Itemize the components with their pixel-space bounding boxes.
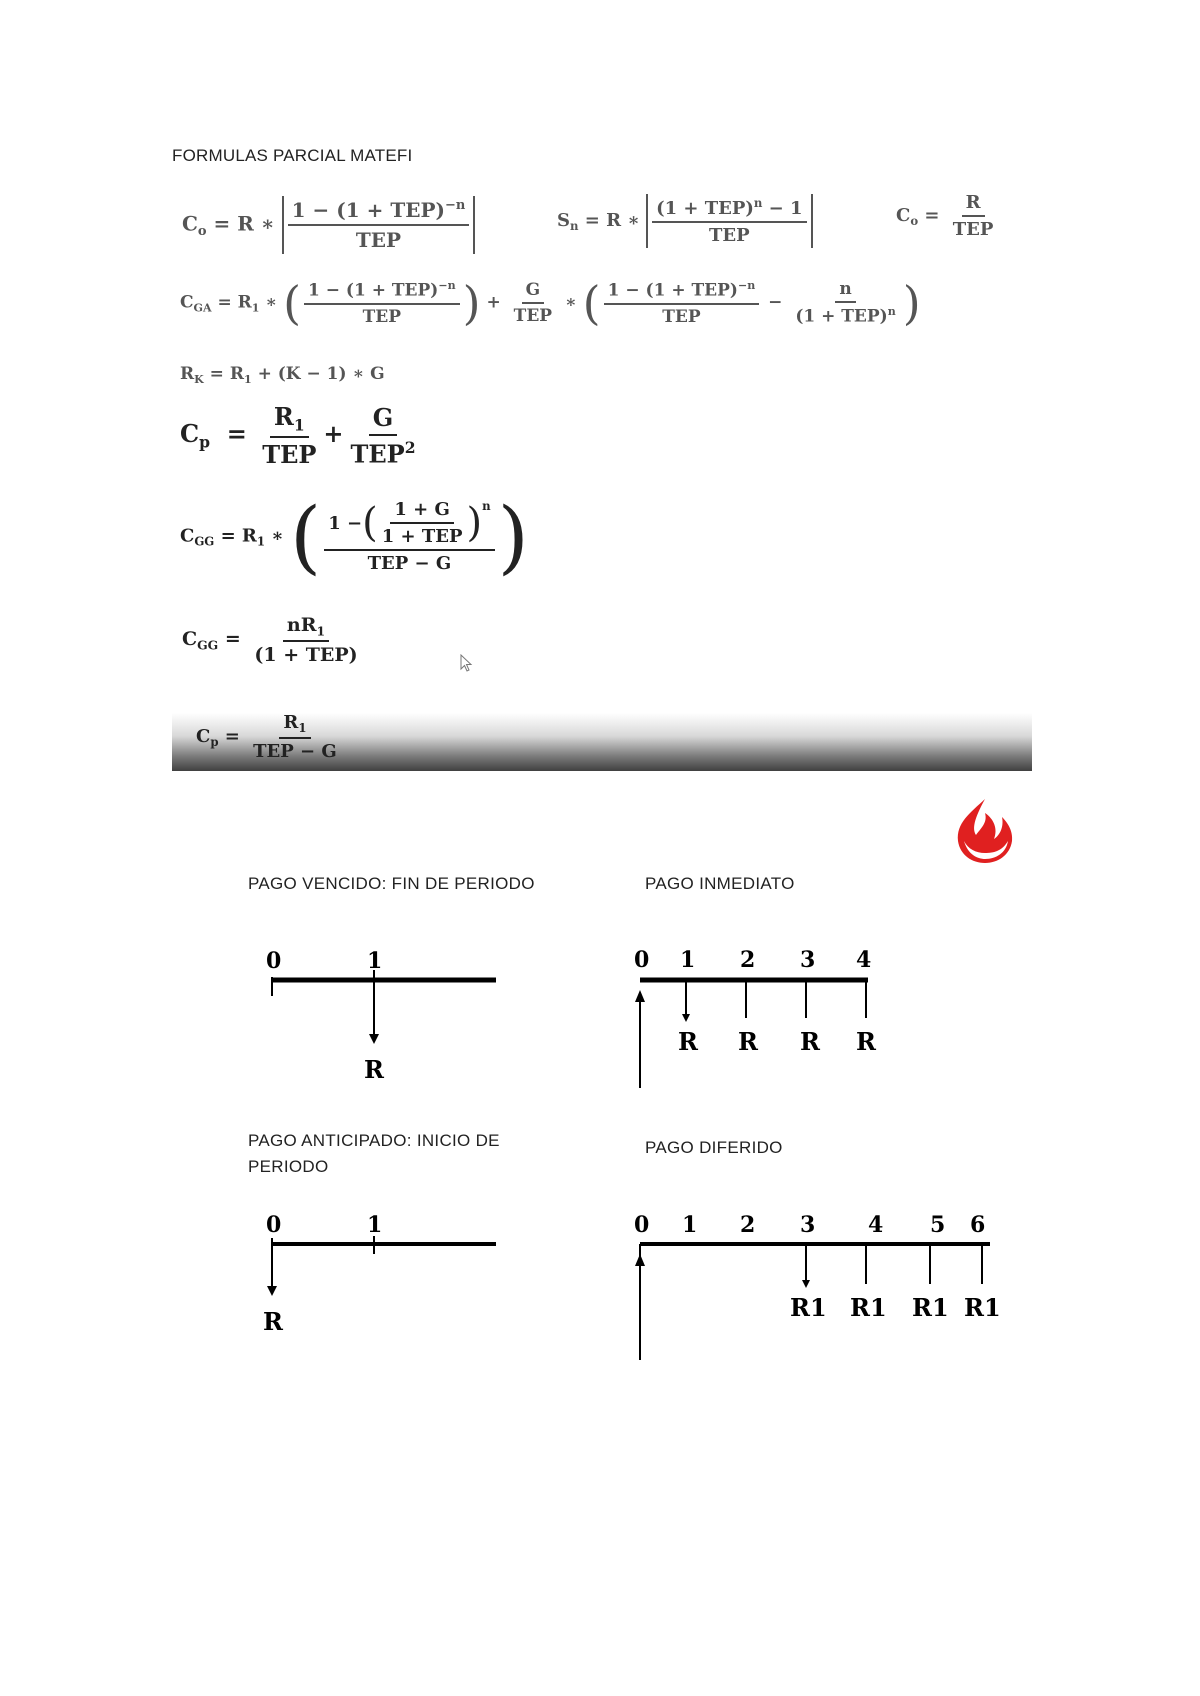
formula-perpetuity: $C_o$ = $\frac{R}{\text{TEP}}$ xyxy=(896,192,994,240)
formula-arithmetic-gradient: $C_{GA} = R_1$ ∗ ( $\frac{1 - (1 + TEP)^{-n}}{\text{TEP}}$ ) + $\frac{G}{\text{TEP}}$ ∗ ( $\frac{1 - (1 + TEP)^{-n}}{\text{TEP}}$ − $\frac{n}{(1 + TEP)^n}$ ) xyxy=(180,276,921,330)
tick-label: 1 xyxy=(367,948,383,974)
label-pago-anticipado-line1: PAGO ANTICIPADO: INICIO DE xyxy=(248,1131,500,1150)
tick-label: 4 xyxy=(868,1212,884,1238)
formula-future-value: $S_n = R$ ∗ $\frac{(1 + TEP)^n - 1}{\text{TEP}}$ xyxy=(557,194,813,248)
formula-rk: $R_K = R_1 + (K - 1)$ ∗ G xyxy=(180,364,385,386)
tick-label: 0 xyxy=(634,1212,650,1238)
page-title: FORMULAS PARCIAL MATEFI xyxy=(172,146,413,165)
payment-label: R xyxy=(263,1307,283,1336)
formula-cp-gradient: $C_p$ = $\frac{R_1}{\text{TEP}}$ + $\frac{G}{TEP^2}$ xyxy=(180,402,416,470)
arrowhead xyxy=(682,1014,690,1022)
payment-label: R xyxy=(856,1027,876,1056)
tick-label: 0 xyxy=(634,947,650,973)
tick-label: 4 xyxy=(856,947,872,973)
label-pago-anticipado-line2: PERIODO xyxy=(248,1157,329,1176)
arrowhead xyxy=(369,1034,379,1044)
tick-label: 6 xyxy=(970,1212,986,1238)
formula-cp-growing-perpetuity: $C_p$ = $\frac{R_1}{\text{TEP − G}}$ xyxy=(196,712,337,763)
tick-label: 1 xyxy=(682,1212,698,1238)
tick-label: 0 xyxy=(266,1212,282,1238)
tick-label: 2 xyxy=(740,947,756,973)
mouse-pointer-icon xyxy=(460,654,474,674)
tick-label: 5 xyxy=(930,1212,946,1238)
payment-label: R xyxy=(800,1027,820,1056)
tick-label: 1 xyxy=(367,1212,383,1238)
payment-label: R1 xyxy=(790,1293,827,1322)
label-pago-vencido: PAGO VENCIDO: FIN DE PERIODO xyxy=(248,874,535,893)
arrowhead xyxy=(802,1280,810,1288)
payment-label: R1 xyxy=(850,1293,887,1322)
label-pago-inmediato: PAGO INMEDIATO xyxy=(645,874,795,893)
formula-cgg-equal: $C_{GG}$ = $\frac{nR_1}{\text{(1 + TEP)}}$ xyxy=(182,614,358,667)
payment-label: R xyxy=(738,1027,758,1056)
tick-label: 2 xyxy=(740,1212,756,1238)
label-pago-diferido: PAGO DIFERIDO xyxy=(645,1138,783,1157)
tick-label: 3 xyxy=(800,947,816,973)
tick-label: 3 xyxy=(800,1212,816,1238)
upc-flame-logo-icon xyxy=(950,795,1020,867)
diagram-pago-vencido xyxy=(260,940,510,1090)
tick-label: 1 xyxy=(680,947,696,973)
payment-label: R xyxy=(678,1027,698,1056)
label-pago-anticipado xyxy=(248,1128,500,1180)
payment-label: R xyxy=(364,1055,384,1084)
payment-label: R1 xyxy=(964,1293,1001,1322)
diagram-pago-anticipado xyxy=(260,1200,510,1340)
diagram-pago-inmediato xyxy=(630,940,890,1100)
formula-geometric-gradient: $C_{GG} = R_1$ ∗ ( 1 − ( $\frac{1 + G}{\text{1 + TEP}}$ ) n TEP − G ) xyxy=(180,490,529,583)
tick-label: 0 xyxy=(266,948,282,974)
formula-present-value: $C_o = R$ ∗ $\frac{1 - (1 + TEP)^{-n}}{\text{TEP}}$ xyxy=(182,196,475,254)
diagram-pago-diferido xyxy=(630,1200,1010,1370)
arrowhead xyxy=(267,1286,277,1296)
arrowhead xyxy=(635,990,645,1002)
payment-label: R1 xyxy=(912,1293,949,1322)
